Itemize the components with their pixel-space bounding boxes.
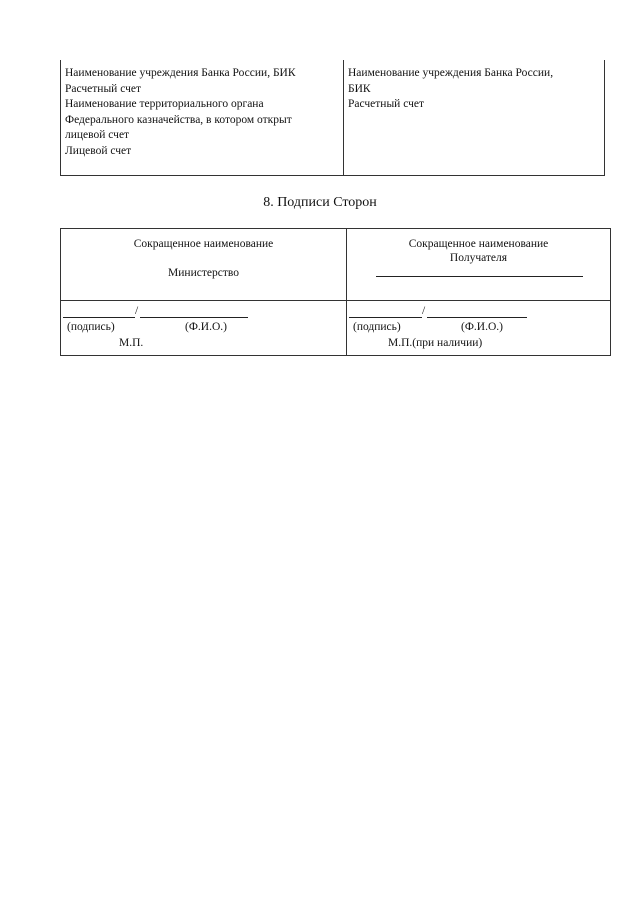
treasury-body-label-line1: Наименование территориального органа xyxy=(65,98,264,110)
signatures-header-row xyxy=(61,229,610,301)
treasury-body-label-line2: Федерального казначейства, в котором открыт xyxy=(65,113,292,126)
ministry-fio-label: (Ф.И.О.) xyxy=(185,321,227,333)
recipient-bik-label: БИК xyxy=(348,82,371,95)
recipient-fio-label: (Ф.И.О.) xyxy=(461,321,503,333)
treasury-body-label-line3: лицевой счет xyxy=(65,129,130,141)
recipient-short-name-header-2: Получателя xyxy=(449,252,508,264)
recipient-stamp-label: М.П.(при наличии) xyxy=(388,337,483,349)
requisites-table xyxy=(60,60,605,176)
ministry-name-cell xyxy=(61,229,347,300)
recipient-signature-label: (подпись) xyxy=(353,321,401,333)
signatures-table xyxy=(60,228,611,356)
ministry-signature-field[interactable] xyxy=(63,317,135,318)
ministry-stamp-label: М.П. xyxy=(119,337,144,349)
recipient-signature-slash: / xyxy=(422,305,426,317)
section-title: 8. Подписи Сторон xyxy=(263,195,377,210)
signatures-sign-row xyxy=(61,301,610,355)
ministry-fio-field[interactable] xyxy=(140,317,248,318)
settlement-account-label: Расчетный счет xyxy=(65,82,141,95)
recipient-signature-field[interactable] xyxy=(349,317,422,318)
recipient-bank-name-label: Наименование учреждения Банка России, xyxy=(348,67,554,79)
personal-account-label: Лицевой счет xyxy=(65,144,132,157)
recipient-name-cell xyxy=(347,229,610,300)
recipient-requisites-cell xyxy=(344,60,604,175)
recipient-settlement-account-label: Расчетный счет xyxy=(348,98,424,110)
ministry-signature-cell xyxy=(61,301,347,355)
bank-name-bik-label: Наименование учреждения Банка России, БИК xyxy=(65,67,296,79)
recipient-signature-cell xyxy=(347,301,610,355)
recipient-name-field[interactable] xyxy=(376,276,583,277)
recipient-short-name-header: Сокращенное наименование xyxy=(408,238,549,250)
ministry-name: Министерство xyxy=(168,267,239,279)
ministry-short-name-header: Сокращенное наименование xyxy=(133,238,274,250)
ministry-signature-slash: / xyxy=(135,305,139,317)
ministry-signature-label: (подпись) xyxy=(67,321,115,333)
ministry-requisites-cell xyxy=(61,60,344,175)
recipient-fio-field[interactable] xyxy=(427,317,527,318)
